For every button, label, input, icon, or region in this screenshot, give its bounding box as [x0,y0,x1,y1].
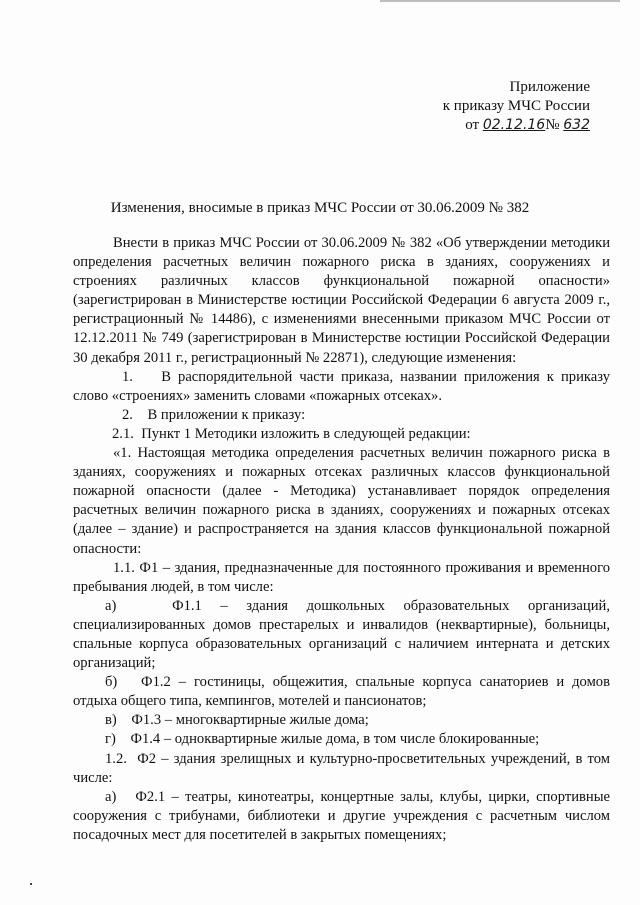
number-sign: № [545,117,560,133]
appendix-header [420,78,590,135]
scan-speck [30,883,32,885]
paragraph-f1-4: г) Ф1.4 – одноквартирные жилые дома, в том числе блокированные; [105,731,540,748]
paragraph-methodology-1: «1. Настоящая методика определения расчетных величин пожарного риска в зданиях, сооружениях и пожарных отсеках различных классов функциональной пожарной опасности (далее - Методика) устанавливает порядок определения расчетных величин пожарного риска в зданиях, сооружениях и пожарных отсеках (далее – здание) и распространяется на здания классов функциональной пожарной опасности: [73,445,610,557]
handwritten-number: 632 [563,117,590,133]
paragraph-intro: Внести в приказ МЧС России от 30.06.2009 № 382 «Об утверждении методики определения расчетных величин пожарного риска в зданиях, сооружениях и строениях различных классов функциональной пожарной опасности» (зарегистрирован в Министерстве юстиции Российской Федерации 6 августа 2009 г., регистрационный № 14486), с изменениями внесенными приказом МЧС России от 12.12.2011 № 749 (зарегистрирован в Министерстве юстиции Российской Федерации 30 декабря 2011 г., регистрационный № 22871), следующие изменения: [73,235,610,366]
paragraph-f1-3: в) Ф1.3 – многоквартирные жилые дома; [105,712,369,729]
paragraph-f2: 1.2. Ф2 – здания зрелищных и культурно-просветительных учреждений, в том числе: [73,750,610,786]
document-body [73,234,610,845]
paragraph-item-2: 2. В приложении к приказу: [122,406,306,423]
appendix-label: Приложение [509,79,590,95]
order-date-line [420,116,590,135]
paragraph-f1-1: а) Ф1.1 – здания дошкольных образовательных организаций, специализированных домов престарелых и инвалидов (неквартирные), больницы, спальные корпуса образовательных организаций с наличием интерната и детских организаций; [73,597,610,672]
handwritten-date: 02.12.16 [482,117,546,133]
paragraph-f1-2: б) Ф1.2 – гостиницы, общежития, спальные корпуса санаториев и домов отдыха общего типа, кемпингов, мотелей и пансионатов; [73,674,610,710]
paragraph-f2-1: а) Ф2.1 – театры, кинотеатры, концертные залы, клубы, цирки, спортивные сооружения с трибунами, библиотеки и другие учреждения с расчетным числом посадочных мест для посетителей в закрытых помещениях; [73,788,610,843]
paragraph-item-2-1: 2.1. Пункт 1 Методики изложить в следующей редакции: [112,425,471,442]
paragraph-item-1: 1. В распорядительной части приказа, названии приложения к приказу слово «строениях» заменить словами «пожарных отсеках». [73,368,610,404]
document-title: Изменения, вносимые в приказ МЧС России от 30.06.2009 № 382 [110,200,530,216]
order-reference: к приказу МЧС России [442,98,590,114]
paragraph-f1: 1.1. Ф1 – здания, предназначенные для постоянного проживания и временного пребывания людей, в том числе: [73,559,610,595]
scan-edge-line [380,0,620,2]
from-label: от [465,117,480,133]
